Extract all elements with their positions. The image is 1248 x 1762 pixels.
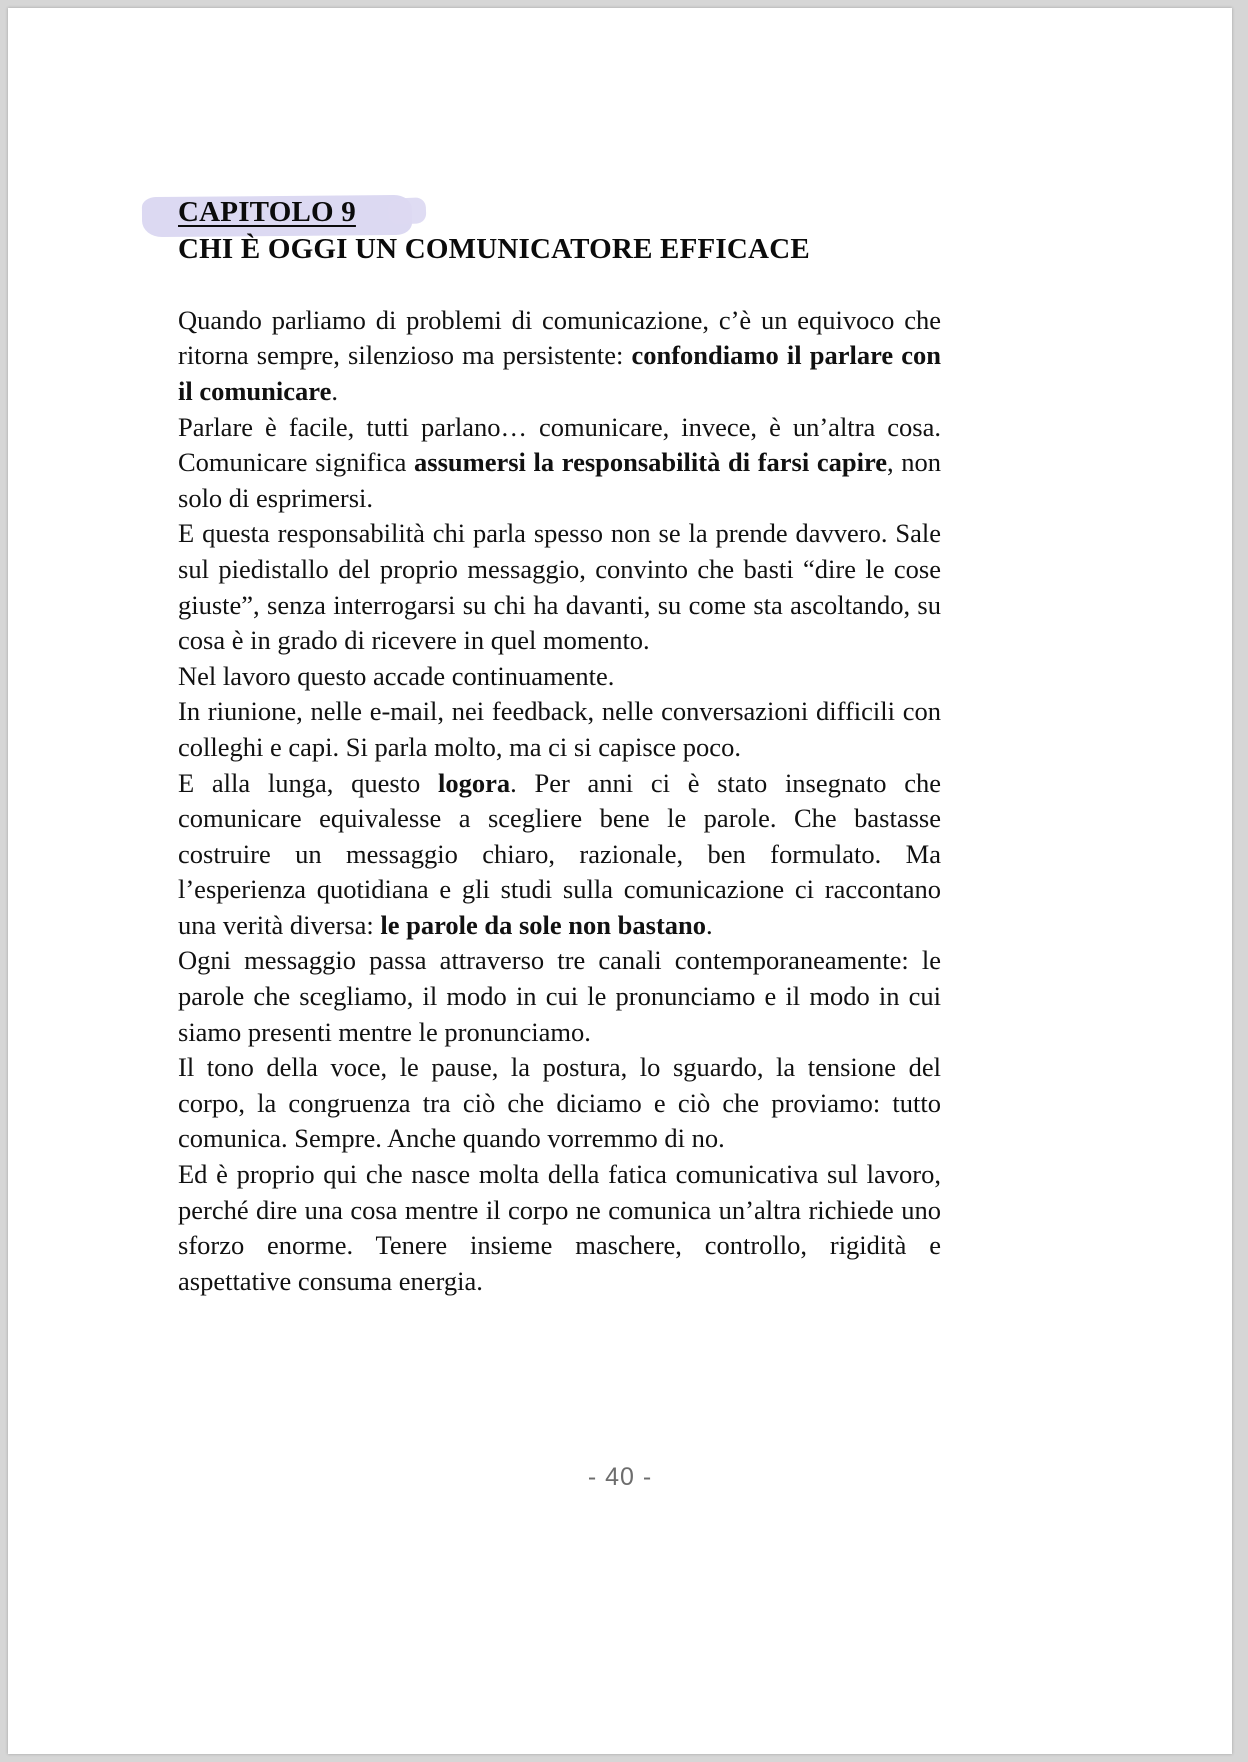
paragraph [178,516,941,658]
emphasis-text: logora [438,767,511,798]
paragraph-text: . [706,909,713,940]
paragraph [178,694,941,765]
paragraph [178,1050,941,1157]
paragraph-text: Ed è proprio qui che nasce molta della fatica comunicativa sul lavoro, perché dire una cosa mentre il corpo ne comunica un’altra richiede uno sforzo enorme. Tenere insieme maschere, controllo, rigidità e aspettative consuma energia. [178,1159,941,1296]
paragraph-text: , non solo di esprimersi. [178,447,942,513]
page-sheet [8,8,1232,1754]
paragraph [178,303,941,410]
emphasis-text: assumersi la responsabilità di farsi capire [414,447,887,478]
paragraph-text: E questa responsabilità chi parla spesso non se la prende davvero. Sale sul piedistallo del proprio messaggio, convinto che basti “dire le cose giuste”, senza interrogarsi su chi ha davanti, su come sta ascoltando, su cosa è in grado di ricevere in quel momento. [178,518,941,656]
paragraph-text: Parlare è facile, tutti parlano… comunicare, invece, è un’altra cosa. Comunicare significa [178,411,941,478]
chapter-heading-block [178,194,941,269]
paragraph [178,1157,941,1299]
emphasis-text: le parole da sole non bastano [380,909,707,940]
paragraph-text: In riunione, nelle e-mail, nei feedback, nelle conversazioni difficili con colleghi e capi. Si parla molto, ma ci si capisce poco. [178,696,941,762]
highlight-marker-tail [387,197,426,225]
paragraph-text: Ogni messaggio passa attraverso tre canali contemporaneamente: le parole che scegliamo, il modo in cui le pronunciamo e il modo in cui siamo presenti mentre le pronunciamo. [178,945,941,1047]
page-content [178,194,941,1299]
paragraph-text: . [331,375,338,406]
paragraph-text: . Per anni ci è stato insegnato che comunicare equivalesse a scegliere bene le parole. Che bastasse costruire un messaggio chiaro, razionale, ben formulato. Ma l’esperienza quotidiana e gli studi sulla comunicazione ci raccontano una verità diversa: [178,767,941,940]
emphasis-text: confondiamo il parlare con il comunicare [178,340,941,406]
chapter-title: CHI È OGGI UN COMUNICATORE EFFICACE [178,233,810,266]
body-text [178,303,941,1300]
chapter-label: CAPITOLO 9 [178,196,356,228]
paragraph [178,766,941,944]
paragraph-text: Il tono della voce, le pause, la postura, lo sguardo, la tensione del corpo, la congruenza tra ciò che diciamo e ciò che proviamo: tutto comunica. Sempre. Anche quando vorremmo di no. [178,1052,941,1154]
paragraph [178,410,941,517]
paragraph-text: Nel lavoro questo accade continuamente. [178,660,615,691]
paragraph-text: Quando parliamo di problemi di comunicazione, c’è un equivoco che ritorna sempre, silenzioso ma persistente: [178,304,941,371]
chapter-label-line [178,194,941,231]
paragraph-text: E alla lunga, questo [178,767,438,798]
page-number: - 40 - [587,1463,653,1491]
paragraph [178,943,941,1050]
paragraph [178,659,941,695]
